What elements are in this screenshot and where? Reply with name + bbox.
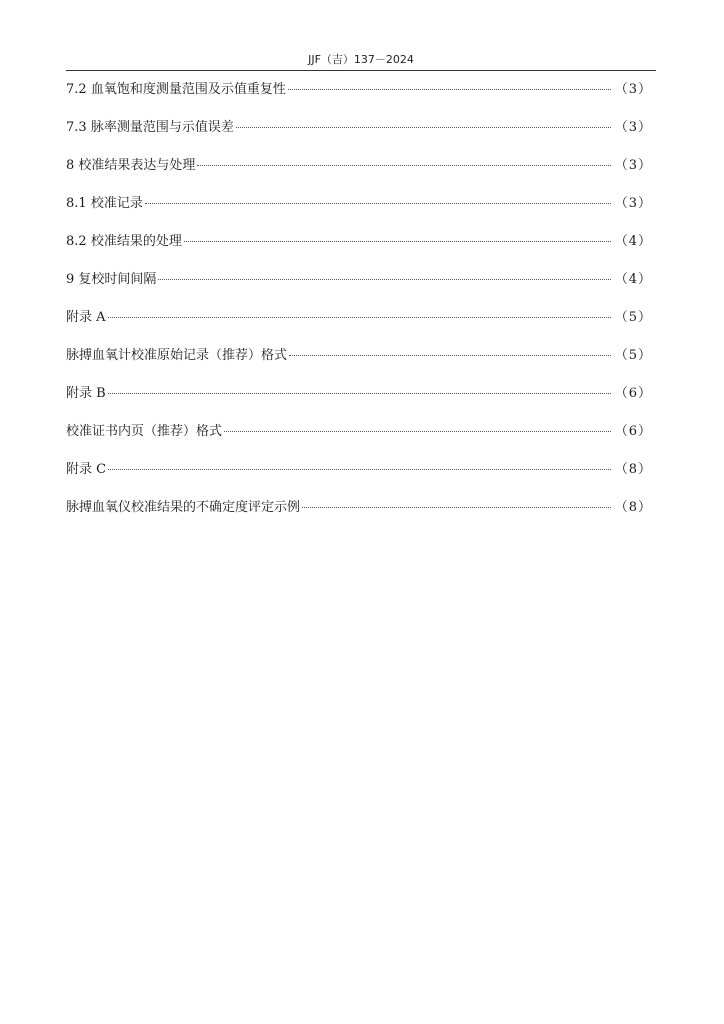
table-of-contents [66, 80, 652, 536]
toc-entry-8-2[interactable] [66, 232, 652, 270]
toc-entry-title: 脉搏血氧仪校准结果的不确定度评定示例 [66, 500, 301, 515]
toc-entry-appendix-a[interactable] [66, 308, 652, 346]
toc-entry-appendix-c-title[interactable] [66, 498, 652, 536]
toc-entry-page: （3） [614, 120, 652, 135]
toc-entry-page: （6） [614, 424, 652, 439]
toc-entry-title: 脉率测量范围与示值误差 [90, 120, 234, 135]
toc-entry-page: （5） [614, 310, 652, 325]
toc-entry-7-3[interactable] [66, 118, 652, 156]
toc-entry-page: （8） [614, 500, 652, 515]
toc-entry-page: （3） [614, 196, 652, 211]
toc-entry-page: （6） [614, 386, 652, 401]
dot-leader [236, 115, 611, 128]
toc-entry-9[interactable] [66, 270, 652, 308]
dot-leader [108, 305, 611, 318]
toc-entry-title: 校准记录 [90, 196, 143, 211]
toc-entry-page: （8） [614, 462, 652, 477]
toc-entry-page: （4） [614, 234, 652, 249]
toc-entry-title: 复校时间间隔 [78, 272, 157, 287]
toc-entry-appendix-b-title[interactable] [66, 422, 652, 460]
page-header [66, 52, 656, 71]
toc-entry-page: （4） [614, 272, 652, 287]
toc-entry-appendix-b[interactable] [66, 384, 652, 422]
toc-entry-appendix-a-title[interactable] [66, 346, 652, 384]
dot-leader [145, 191, 611, 204]
toc-entry-appendix-c[interactable] [66, 460, 652, 498]
toc-entry-page: （5） [614, 348, 652, 363]
toc-entry-number: 7.2 [66, 82, 91, 97]
dot-leader [224, 419, 611, 432]
toc-entry-number: 8.1 [66, 196, 91, 211]
toc-entry-number: 7.3 [66, 120, 91, 135]
toc-entry-title: 附录 C [66, 462, 107, 477]
dot-leader [289, 343, 611, 356]
dot-leader [184, 229, 611, 242]
toc-entry-number: 8 [66, 158, 79, 173]
toc-entry-8-1[interactable] [66, 194, 652, 232]
dot-leader [197, 153, 610, 166]
toc-entry-title: 校准结果的处理 [90, 234, 182, 249]
toc-entry-8[interactable] [66, 156, 652, 194]
toc-entry-title: 校准结果表达与处理 [78, 158, 196, 173]
toc-entry-7-2[interactable] [66, 80, 652, 118]
document-code: JJF（吉）137－2024 [308, 53, 414, 66]
toc-entry-page: （3） [614, 158, 652, 173]
toc-entry-title: 附录 B [66, 386, 106, 401]
toc-entry-title: 附录 A [66, 310, 106, 325]
toc-entry-title: 血氧饱和度测量范围及示值重复性 [90, 82, 286, 97]
toc-entry-title: 脉搏血氧计校准原始记录（推荐）格式 [66, 348, 288, 363]
dot-leader [108, 381, 611, 394]
toc-entry-number: 8.2 [66, 234, 91, 249]
dot-leader [302, 495, 611, 508]
toc-entry-title: 校准证书内页（推荐）格式 [66, 424, 223, 439]
dot-leader [158, 267, 610, 280]
dot-leader [288, 77, 611, 90]
toc-entry-number: 9 [66, 272, 79, 287]
toc-entry-page: （3） [614, 82, 652, 97]
dot-leader [108, 457, 611, 470]
